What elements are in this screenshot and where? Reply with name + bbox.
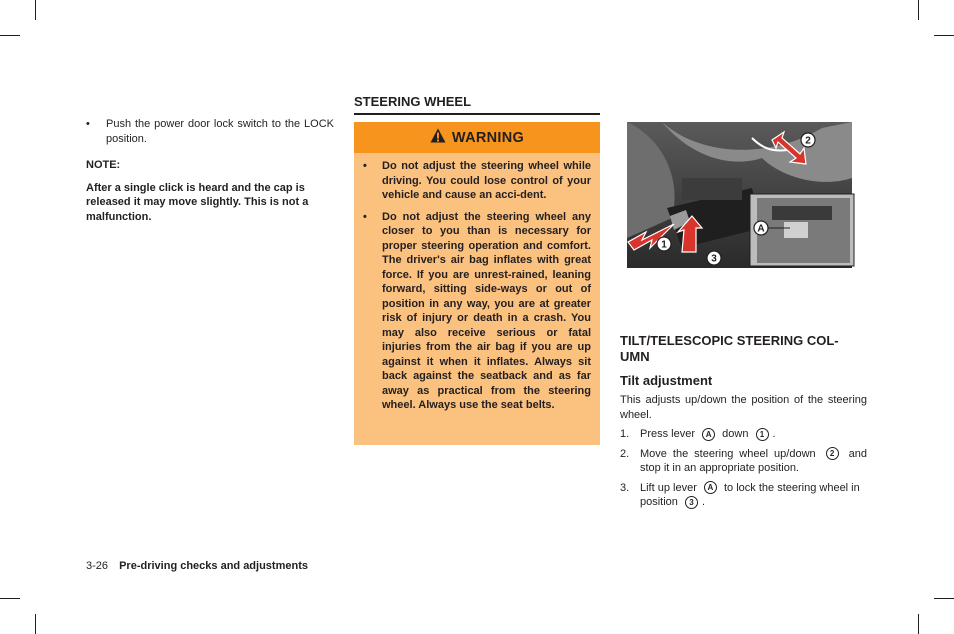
step-3: 3. Lift up lever A to lock the steering wheel in position 3 . [620,481,860,508]
callout-1 [657,237,671,251]
warning-box [354,122,600,445]
tilt-adjustment-subheading: Tilt adjustment [620,373,713,388]
callout-2-badge: 2 [826,447,839,460]
steering-wheel-section [354,94,600,115]
page-footer [86,559,308,573]
crop-mark [934,35,954,36]
section-heading: STEERING WHEEL [354,94,472,109]
crop-mark [918,0,919,20]
crop-mark [35,614,36,634]
warning-triangle-icon [430,128,446,148]
lever-a-badge: A [704,481,717,494]
crop-mark [918,614,919,634]
svg-text:1: 1 [661,239,667,251]
svg-text:A: A [757,223,765,235]
tilt-telescopic-heading: TILT/TELESCOPIC STEERING COL-UMN [620,333,839,364]
callout-lever-a [754,221,768,235]
heading-rule [354,113,600,115]
step-1: 1. Press lever A down 1 . [620,428,776,440]
note-heading: NOTE: [86,159,121,171]
note-text: After a single click is heard and the cap is released it may move slightly. This is not a malfunction. [86,181,309,223]
callout-1-badge: 1 [756,428,769,441]
svg-text:2: 2 [805,135,811,147]
crop-mark [934,598,954,599]
page-number: 3-26 [86,560,109,572]
step-2: 2. Move the steering wheel up/down 2 and stop it in an appropriate position. [620,447,867,474]
crop-mark [0,35,20,36]
tilt-intro: This adjusts up/down the position of the steering wheel. [620,394,867,421]
lever-a-badge: A [702,428,715,441]
chapter-title: Pre-driving checks and adjustments [119,560,308,572]
right-column [620,333,867,515]
callout-3-badge: 3 [685,496,698,509]
steering-column-figure [622,118,867,308]
steering-column-illustration [622,118,867,308]
left-column [86,117,334,224]
callout-3 [707,251,721,265]
warning-item: • Do not adjust the steering wheel any closer to you than is necessary for proper steering operation and comfort. The driver's air bag inflates with great force. If you are unrest-rained, leaning forward, sitting side-ways or out of position in any way, you are at greater risk of injury or death in a crash. You may also receive serious or fatal injuries from the air bag if you are up against it when it inflates. Always sit back against the seatback and as far away as practical from the steering wheel. Always use the seat belts. [363,210,591,413]
callout-2 [801,133,815,147]
warning-item: • Do not adjust the steering wheel while driving. You could lose control of your vehicle and cause an acci-dent. [363,159,591,203]
warning-header [354,122,600,153]
svg-text:3: 3 [711,253,717,265]
crop-mark [0,598,20,599]
crop-mark [35,0,36,20]
warning-title: WARNING [451,129,525,146]
warning-body [354,153,600,413]
lock-bullet: • Push the power door lock switch to the LOCK position. [86,117,334,146]
